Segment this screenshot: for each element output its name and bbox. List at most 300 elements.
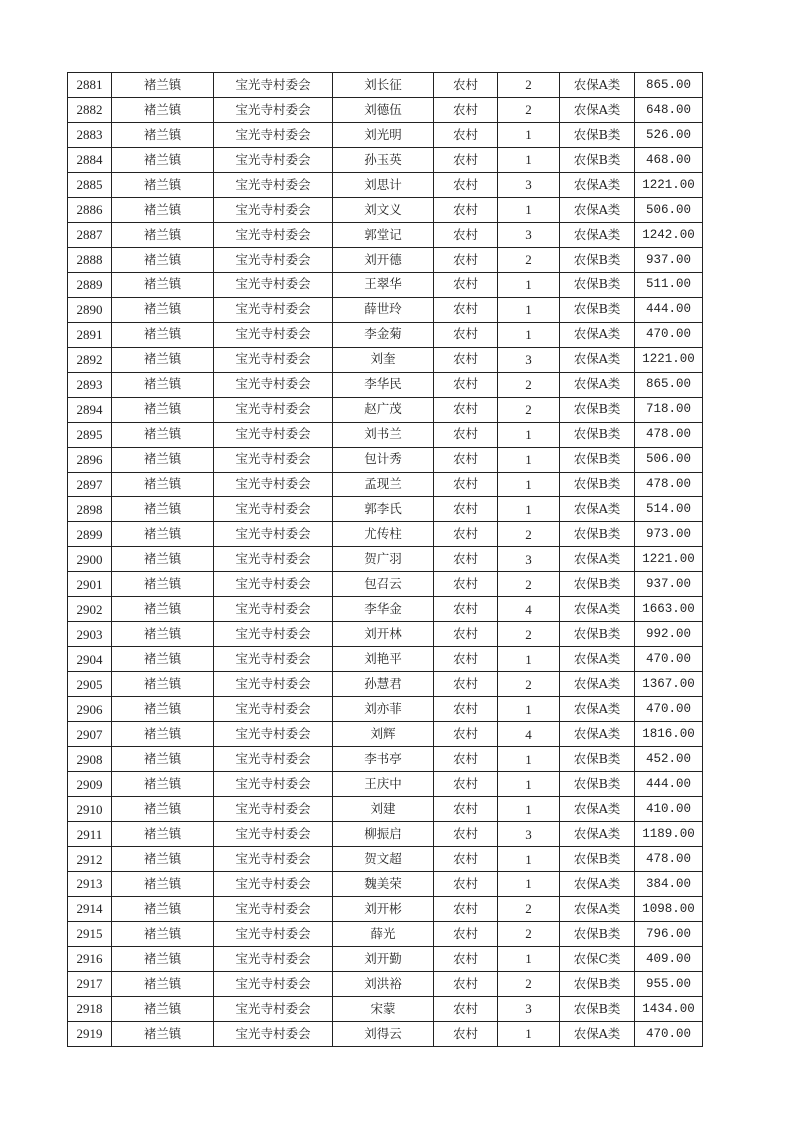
name-cell: 刘长征 [333,73,434,98]
row-number-cell: 2913 [68,872,112,897]
household-count-cell: 1 [498,197,560,222]
name-cell: 孙玉英 [333,147,434,172]
area-type-cell: 农村 [434,347,498,372]
village-cell: 宝光寺村委会 [214,622,333,647]
household-count-cell: 4 [498,722,560,747]
table-row [68,647,703,672]
area-type-cell: 农村 [434,647,498,672]
table-row [68,572,703,597]
name-cell: 薛世玲 [333,297,434,322]
insurance-category-cell: 农保B类 [560,847,635,872]
insurance-category-cell: 农保A类 [560,197,635,222]
table-row [68,896,703,921]
town-cell: 褚兰镇 [112,772,214,797]
insurance-category-cell: 农保B类 [560,147,635,172]
amount-cell: 937.00 [635,247,703,272]
name-cell: 刘开勤 [333,946,434,971]
amount-cell: 470.00 [635,647,703,672]
insurance-category-cell: 农保B类 [560,472,635,497]
area-type-cell: 农村 [434,222,498,247]
row-number-cell: 2894 [68,397,112,422]
table-row [68,322,703,347]
amount-cell: 1816.00 [635,722,703,747]
area-type-cell: 农村 [434,73,498,98]
name-cell: 刘辉 [333,722,434,747]
household-count-cell: 3 [498,996,560,1021]
household-count-cell: 1 [498,747,560,772]
row-number-cell: 2895 [68,422,112,447]
amount-cell: 955.00 [635,971,703,996]
name-cell: 刘光明 [333,122,434,147]
insurance-category-cell: 农保A类 [560,822,635,847]
insurance-category-cell: 农保A类 [560,896,635,921]
name-cell: 刘建 [333,797,434,822]
row-number-cell: 2912 [68,847,112,872]
village-cell: 宝光寺村委会 [214,347,333,372]
town-cell: 褚兰镇 [112,946,214,971]
table-row [68,397,703,422]
name-cell: 刘洪裕 [333,971,434,996]
name-cell: 刘得云 [333,1021,434,1046]
name-cell: 薛光 [333,921,434,946]
row-number-cell: 2890 [68,297,112,322]
insurance-category-cell: 农保A类 [560,597,635,622]
town-cell: 褚兰镇 [112,97,214,122]
town-cell: 褚兰镇 [112,422,214,447]
amount-cell: 444.00 [635,772,703,797]
insurance-category-cell: 农保B类 [560,921,635,946]
town-cell: 褚兰镇 [112,1021,214,1046]
name-cell: 李金菊 [333,322,434,347]
table-row [68,622,703,647]
area-type-cell: 农村 [434,472,498,497]
household-count-cell: 3 [498,822,560,847]
town-cell: 褚兰镇 [112,597,214,622]
insurance-category-cell: 农保A类 [560,497,635,522]
household-count-cell: 2 [498,247,560,272]
household-count-cell: 1 [498,497,560,522]
town-cell: 褚兰镇 [112,622,214,647]
amount-cell: 478.00 [635,422,703,447]
name-cell: 刘文义 [333,197,434,222]
area-type-cell: 农村 [434,996,498,1021]
town-cell: 褚兰镇 [112,996,214,1021]
table-row [68,447,703,472]
area-type-cell: 农村 [434,297,498,322]
amount-cell: 937.00 [635,572,703,597]
town-cell: 褚兰镇 [112,896,214,921]
village-cell: 宝光寺村委会 [214,422,333,447]
household-count-cell: 1 [498,697,560,722]
town-cell: 褚兰镇 [112,147,214,172]
name-cell: 刘艳平 [333,647,434,672]
insurance-category-cell: 农保A类 [560,73,635,98]
row-number-cell: 2896 [68,447,112,472]
town-cell: 褚兰镇 [112,497,214,522]
table-row [68,522,703,547]
town-cell: 褚兰镇 [112,722,214,747]
household-count-cell: 3 [498,547,560,572]
area-type-cell: 农村 [434,372,498,397]
area-type-cell: 农村 [434,322,498,347]
household-count-cell: 1 [498,272,560,297]
amount-cell: 1098.00 [635,896,703,921]
amount-cell: 409.00 [635,946,703,971]
amount-cell: 1367.00 [635,672,703,697]
table-row [68,172,703,197]
village-cell: 宝光寺村委会 [214,247,333,272]
row-number-cell: 2888 [68,247,112,272]
town-cell: 褚兰镇 [112,247,214,272]
row-number-cell: 2915 [68,921,112,946]
name-cell: 刘开彬 [333,896,434,921]
insurance-category-cell: 农保C类 [560,946,635,971]
village-cell: 宝光寺村委会 [214,747,333,772]
row-number-cell: 2899 [68,522,112,547]
town-cell: 褚兰镇 [112,73,214,98]
table-row [68,697,703,722]
table-row [68,772,703,797]
household-count-cell: 1 [498,447,560,472]
village-cell: 宝光寺村委会 [214,97,333,122]
village-cell: 宝光寺村委会 [214,847,333,872]
area-type-cell: 农村 [434,797,498,822]
household-count-cell: 2 [498,971,560,996]
town-cell: 褚兰镇 [112,672,214,697]
town-cell: 褚兰镇 [112,697,214,722]
village-cell: 宝光寺村委会 [214,322,333,347]
insurance-category-cell: 农保B类 [560,247,635,272]
household-count-cell: 2 [498,896,560,921]
village-cell: 宝光寺村委会 [214,397,333,422]
town-cell: 褚兰镇 [112,547,214,572]
village-cell: 宝光寺村委会 [214,122,333,147]
town-cell: 褚兰镇 [112,372,214,397]
area-type-cell: 农村 [434,1021,498,1046]
area-type-cell: 农村 [434,197,498,222]
name-cell: 贺文超 [333,847,434,872]
name-cell: 刘德伍 [333,97,434,122]
village-cell: 宝光寺村委会 [214,772,333,797]
row-number-cell: 2906 [68,697,112,722]
village-cell: 宝光寺村委会 [214,921,333,946]
amount-cell: 718.00 [635,397,703,422]
table-row [68,747,703,772]
area-type-cell: 农村 [434,597,498,622]
area-type-cell: 农村 [434,722,498,747]
area-type-cell: 农村 [434,622,498,647]
town-cell: 褚兰镇 [112,222,214,247]
name-cell: 刘亦菲 [333,697,434,722]
name-cell: 王翠华 [333,272,434,297]
town-cell: 褚兰镇 [112,747,214,772]
village-cell: 宝光寺村委会 [214,996,333,1021]
table-row [68,272,703,297]
household-count-cell: 1 [498,797,560,822]
insurance-category-cell: 农保B类 [560,397,635,422]
household-count-cell: 2 [498,921,560,946]
insurance-category-cell: 农保B类 [560,447,635,472]
name-cell: 贺广羽 [333,547,434,572]
row-number-cell: 2892 [68,347,112,372]
household-count-cell: 3 [498,347,560,372]
table-row [68,372,703,397]
insurance-category-cell: 农保A类 [560,722,635,747]
row-number-cell: 2893 [68,372,112,397]
insurance-category-cell: 农保A类 [560,322,635,347]
village-cell: 宝光寺村委会 [214,73,333,98]
name-cell: 李华金 [333,597,434,622]
name-cell: 尤传柱 [333,522,434,547]
area-type-cell: 农村 [434,946,498,971]
amount-cell: 506.00 [635,197,703,222]
area-type-cell: 农村 [434,672,498,697]
name-cell: 李书亭 [333,747,434,772]
village-cell: 宝光寺村委会 [214,372,333,397]
insurance-category-cell: 农保A类 [560,672,635,697]
name-cell: 刘开德 [333,247,434,272]
table-row [68,147,703,172]
village-cell: 宝光寺村委会 [214,946,333,971]
household-count-cell: 1 [498,772,560,797]
household-count-cell: 1 [498,147,560,172]
amount-cell: 648.00 [635,97,703,122]
village-cell: 宝光寺村委会 [214,971,333,996]
amount-cell: 1189.00 [635,822,703,847]
table-row [68,996,703,1021]
row-number-cell: 2903 [68,622,112,647]
household-count-cell: 1 [498,422,560,447]
household-count-cell: 2 [498,397,560,422]
table-row [68,672,703,697]
village-cell: 宝光寺村委会 [214,272,333,297]
row-number-cell: 2905 [68,672,112,697]
town-cell: 褚兰镇 [112,297,214,322]
insurance-category-cell: 农保B类 [560,297,635,322]
row-number-cell: 2885 [68,172,112,197]
area-type-cell: 农村 [434,772,498,797]
household-count-cell: 3 [498,222,560,247]
name-cell: 赵广茂 [333,397,434,422]
insurance-category-cell: 农保B类 [560,272,635,297]
amount-cell: 470.00 [635,322,703,347]
row-number-cell: 2897 [68,472,112,497]
village-cell: 宝光寺村委会 [214,147,333,172]
town-cell: 褚兰镇 [112,971,214,996]
row-number-cell: 2916 [68,946,112,971]
table-row [68,247,703,272]
village-cell: 宝光寺村委会 [214,447,333,472]
table-row [68,347,703,372]
household-count-cell: 1 [498,297,560,322]
table-row [68,822,703,847]
name-cell: 刘书兰 [333,422,434,447]
amount-cell: 511.00 [635,272,703,297]
town-cell: 褚兰镇 [112,172,214,197]
row-number-cell: 2898 [68,497,112,522]
household-count-cell: 1 [498,946,560,971]
village-cell: 宝光寺村委会 [214,1021,333,1046]
area-type-cell: 农村 [434,147,498,172]
area-type-cell: 农村 [434,697,498,722]
amount-cell: 1663.00 [635,597,703,622]
insurance-category-cell: 农保A类 [560,222,635,247]
village-cell: 宝光寺村委会 [214,647,333,672]
amount-cell: 384.00 [635,872,703,897]
table-row [68,222,703,247]
name-cell: 包召云 [333,572,434,597]
row-number-cell: 2918 [68,996,112,1021]
area-type-cell: 农村 [434,547,498,572]
village-cell: 宝光寺村委会 [214,472,333,497]
insurance-category-cell: 农保B类 [560,522,635,547]
amount-cell: 1242.00 [635,222,703,247]
table-row [68,872,703,897]
area-type-cell: 农村 [434,822,498,847]
row-number-cell: 2900 [68,547,112,572]
insurance-category-cell: 农保B类 [560,422,635,447]
household-count-cell: 2 [498,372,560,397]
insurance-category-cell: 农保A类 [560,172,635,197]
amount-cell: 468.00 [635,147,703,172]
table-row [68,472,703,497]
amount-cell: 1434.00 [635,996,703,1021]
amount-cell: 470.00 [635,697,703,722]
amount-cell: 478.00 [635,847,703,872]
name-cell: 魏美荣 [333,872,434,897]
row-number-cell: 2891 [68,322,112,347]
row-number-cell: 2901 [68,572,112,597]
amount-cell: 452.00 [635,747,703,772]
town-cell: 褚兰镇 [112,197,214,222]
amount-cell: 526.00 [635,122,703,147]
row-number-cell: 2908 [68,747,112,772]
table-row [68,497,703,522]
name-cell: 王庆中 [333,772,434,797]
area-type-cell: 农村 [434,872,498,897]
table-row [68,971,703,996]
area-type-cell: 农村 [434,921,498,946]
insurance-category-cell: 农保B类 [560,122,635,147]
town-cell: 褚兰镇 [112,797,214,822]
row-number-cell: 2904 [68,647,112,672]
insurance-category-cell: 农保B类 [560,572,635,597]
village-cell: 宝光寺村委会 [214,197,333,222]
amount-cell: 1221.00 [635,172,703,197]
table-row [68,122,703,147]
name-cell: 李华民 [333,372,434,397]
row-number-cell: 2881 [68,73,112,98]
area-type-cell: 农村 [434,422,498,447]
amount-cell: 865.00 [635,73,703,98]
area-type-cell: 农村 [434,172,498,197]
name-cell: 刘开林 [333,622,434,647]
area-type-cell: 农村 [434,97,498,122]
insurance-category-cell: 农保A类 [560,547,635,572]
household-count-cell: 1 [498,122,560,147]
insurance-category-cell: 农保B类 [560,747,635,772]
table-row [68,722,703,747]
table-row [68,946,703,971]
area-type-cell: 农村 [434,497,498,522]
household-count-cell: 4 [498,597,560,622]
amount-cell: 410.00 [635,797,703,822]
name-cell: 柳振启 [333,822,434,847]
town-cell: 褚兰镇 [112,347,214,372]
table-row [68,1021,703,1046]
town-cell: 褚兰镇 [112,447,214,472]
insurance-category-cell: 农保A类 [560,372,635,397]
table-row [68,197,703,222]
row-number-cell: 2887 [68,222,112,247]
household-count-cell: 1 [498,847,560,872]
village-cell: 宝光寺村委会 [214,697,333,722]
village-cell: 宝光寺村委会 [214,896,333,921]
insurance-category-cell: 农保A类 [560,872,635,897]
row-number-cell: 2889 [68,272,112,297]
insurance-category-cell: 农保B类 [560,622,635,647]
name-cell: 孟现兰 [333,472,434,497]
beneficiary-table [67,72,703,1047]
household-count-cell: 2 [498,622,560,647]
row-number-cell: 2911 [68,822,112,847]
row-number-cell: 2909 [68,772,112,797]
amount-cell: 444.00 [635,297,703,322]
insurance-category-cell: 农保B类 [560,772,635,797]
household-count-cell: 1 [498,472,560,497]
town-cell: 褚兰镇 [112,322,214,347]
area-type-cell: 农村 [434,522,498,547]
insurance-category-cell: 农保A类 [560,347,635,372]
household-count-cell: 1 [498,322,560,347]
amount-cell: 796.00 [635,921,703,946]
amount-cell: 1221.00 [635,547,703,572]
name-cell: 郭堂记 [333,222,434,247]
town-cell: 褚兰镇 [112,847,214,872]
table-row [68,73,703,98]
village-cell: 宝光寺村委会 [214,672,333,697]
town-cell: 褚兰镇 [112,122,214,147]
town-cell: 褚兰镇 [112,522,214,547]
name-cell: 孙慧君 [333,672,434,697]
household-count-cell: 2 [498,672,560,697]
household-count-cell: 2 [498,572,560,597]
village-cell: 宝光寺村委会 [214,497,333,522]
insurance-category-cell: 农保A类 [560,1021,635,1046]
town-cell: 褚兰镇 [112,822,214,847]
area-type-cell: 农村 [434,397,498,422]
household-count-cell: 2 [498,97,560,122]
table-row [68,297,703,322]
amount-cell: 514.00 [635,497,703,522]
table-row [68,797,703,822]
area-type-cell: 农村 [434,122,498,147]
row-number-cell: 2886 [68,197,112,222]
area-type-cell: 农村 [434,247,498,272]
household-count-cell: 1 [498,647,560,672]
row-number-cell: 2882 [68,97,112,122]
town-cell: 褚兰镇 [112,272,214,297]
area-type-cell: 农村 [434,847,498,872]
insurance-category-cell: 农保A类 [560,647,635,672]
village-cell: 宝光寺村委会 [214,597,333,622]
row-number-cell: 2914 [68,896,112,921]
town-cell: 褚兰镇 [112,921,214,946]
table-row [68,597,703,622]
amount-cell: 1221.00 [635,347,703,372]
area-type-cell: 农村 [434,896,498,921]
village-cell: 宝光寺村委会 [214,872,333,897]
